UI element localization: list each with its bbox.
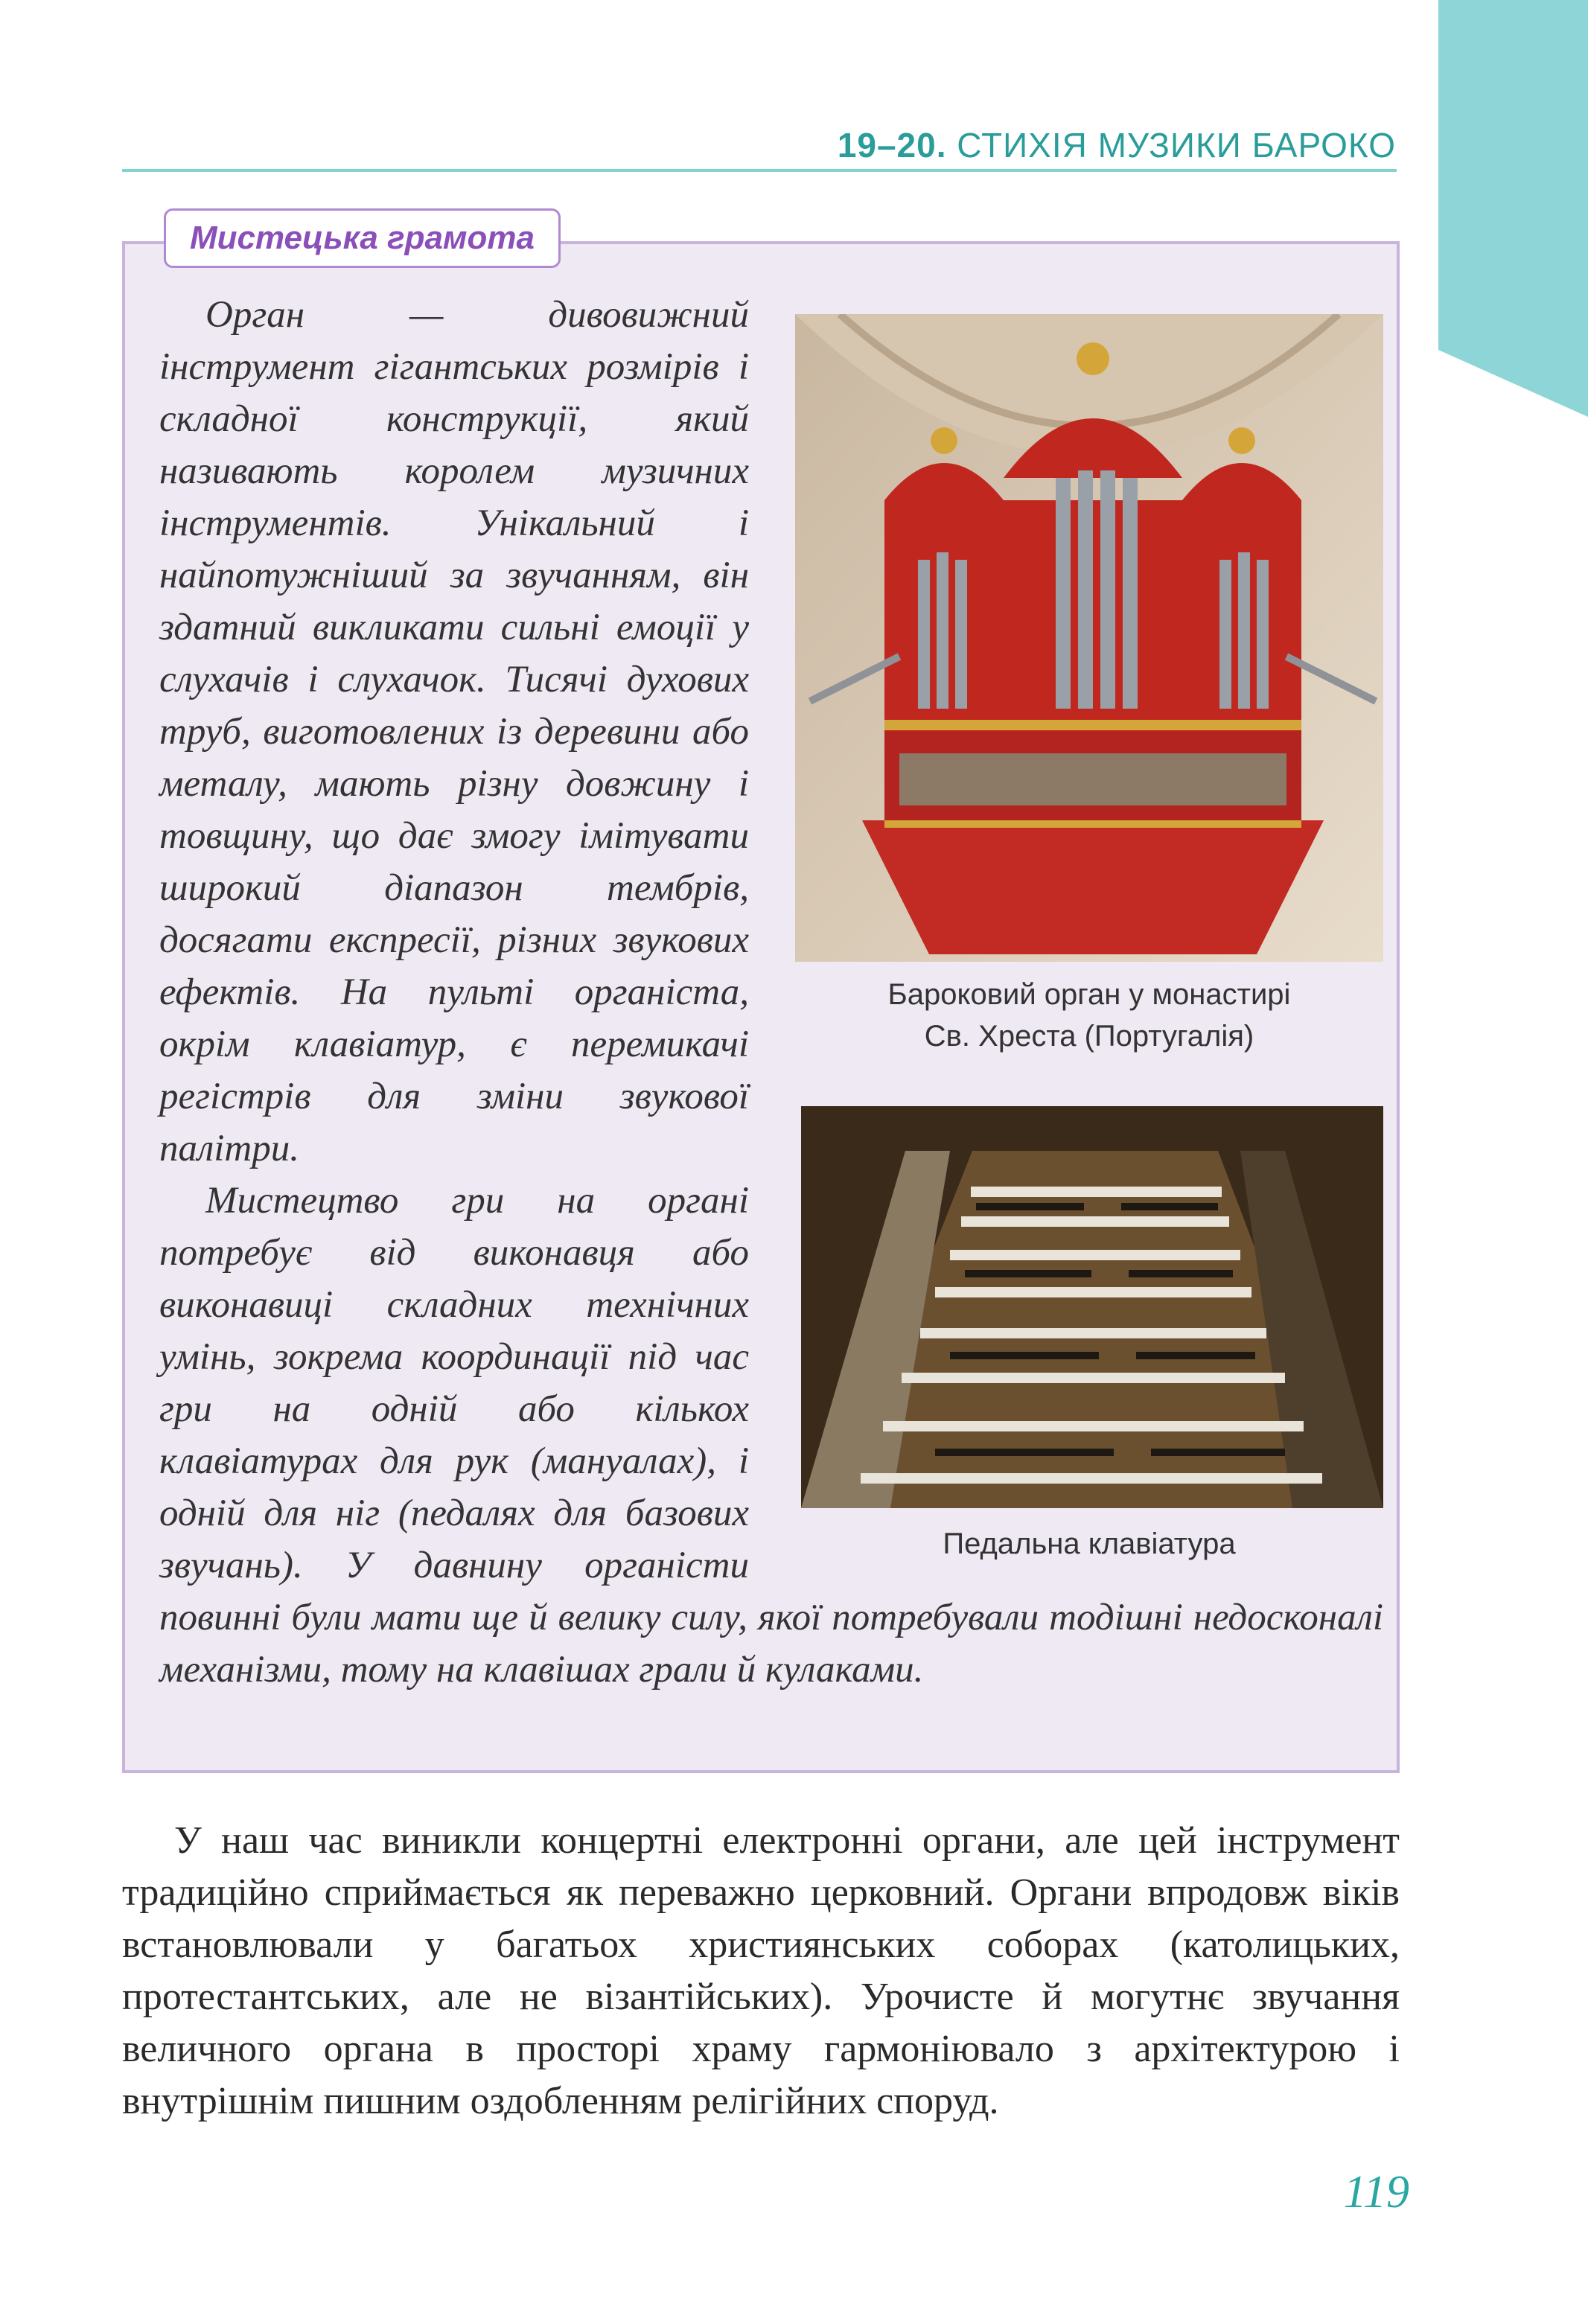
main-text bbox=[122, 1815, 1400, 2127]
box-text bbox=[159, 289, 1383, 1696]
pedal-keyboard-photo bbox=[801, 1106, 1383, 1508]
organ-caption-line-1: Бароковий орган у монастирі bbox=[887, 978, 1291, 1011]
page-number: 119 bbox=[1343, 2167, 1409, 2218]
corner-tab-decoration bbox=[1438, 0, 1588, 417]
pedal-caption-line-1: Педальна клавіатура bbox=[943, 1527, 1236, 1560]
pedal-caption bbox=[795, 1523, 1383, 1565]
box-paragraph-2: Мистецтво гри на органі потребує від виконавця або виконавиці складних технічних умінь, зокрема координації під час гри на одній або кількох клавіатурах для рук (мануалах), і одній для ніг (педалях для базових звучань). У давнину органісти повинні були мати ще й велику силу, якої потребували тодішні недосконалі механізми, тому на клавішах грали й кулаками. bbox=[159, 1180, 1383, 1691]
body-paragraph: У наш час виникли концертні електронні органи, але цей інструмент традиційно сприймається як переважно церковний. Органи впродовж віків встановлювали у багатьох християнських соборах (католицьких, протестантських, але не візантійських). Урочисте й могутнє звучання величного органа в просторі храму гармоніювало з архітектурою і внутрішнім пишним оздобленням релігійних споруд. bbox=[122, 1819, 1400, 2122]
organ-caption bbox=[795, 974, 1383, 1057]
header-divider bbox=[122, 169, 1397, 172]
section-number: 19–20. bbox=[837, 126, 947, 165]
box-label: Мистецька грамота bbox=[164, 208, 561, 268]
box-paragraph-1: Орган — дивовижний інструмент гігантських розмірів і складної конструкції, який називають королем музичних інструментів. Унікальний і найпотужніший за звучанням, він здатний викликати сильні емоції у слухачів і слухачок. Тисячі духових труб, виготовлених із деревини або металу, мають різну довжину і товщину, що дає змогу імітувати широкий діапазон тембрів, досягати експресії, різних звукових ефектів. На пульті органіста, окрім клавіатур, є перемикачі регістрів для зміни звукової палітри. bbox=[159, 294, 749, 1169]
baroque-organ-photo bbox=[795, 314, 1383, 962]
section-title: СТИХІЯ МУЗИКИ БАРОКО bbox=[957, 126, 1396, 165]
organ-caption-line-2: Св. Хреста (Португалія) bbox=[924, 1020, 1254, 1053]
figure-column bbox=[795, 289, 1383, 1592]
section-header bbox=[838, 125, 1396, 165]
